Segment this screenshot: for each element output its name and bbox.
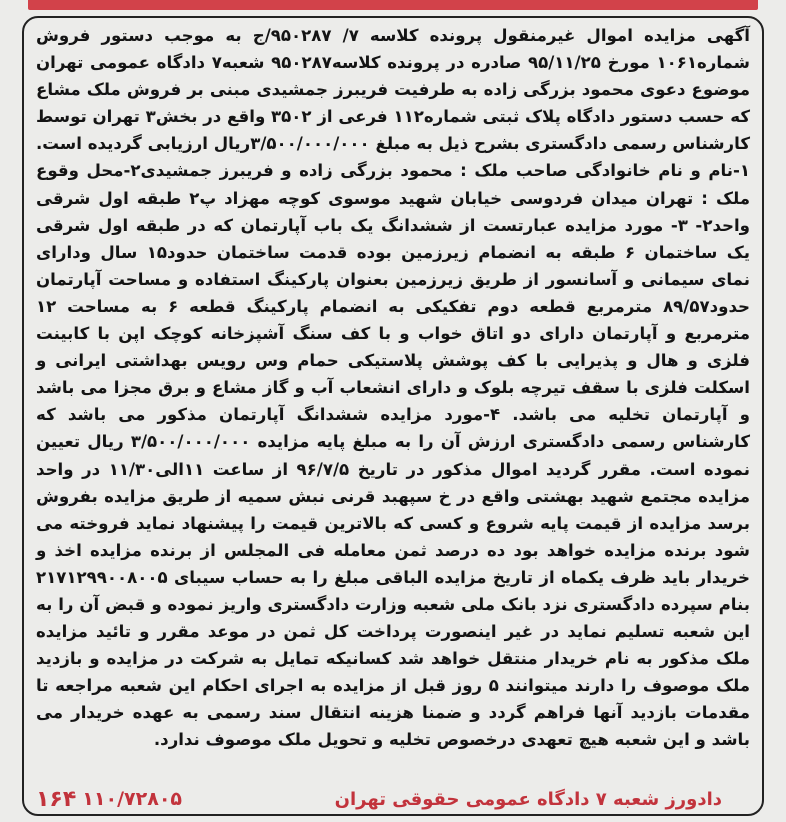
reference-number: ۱۱۰/۷۲۸۰۵ (82, 788, 183, 810)
reference-block (36, 787, 182, 812)
signature-line: دادورز شعبه ۷ دادگاه عمومی حقوقی تهران (334, 788, 722, 810)
handwritten-id: ۱۶۴ (36, 786, 77, 812)
header-color-band (28, 0, 758, 10)
notice-body: آگهی مزایده اموال غیرمنقول پرونده کلاسه ۷/ ۹۵۰۲۸۷/ج به موجب دستور فروش شماره۱۰۶۱ مورخ ۹۵/۱۱/۲۵ صادره در پرونده کلاسه۹۵۰۲۸۷ شعبه۷ دادگاه عمومی تهران موضوع دعوی محمود بزرگی زاده به طرفیت فریبرز جمشیدی مبنی بر فروش ملک مشاع که حسب دستور دادگاه پلاک ثبتی شماره۱۱۲ فرعی از ۳۵۰۲ واقع در بخش۳ تهران توسط کارشناس رسمی دادگستری بشرح ذیل به مبلغ ۳/۵۰۰/۰۰۰/۰۰۰ریال ارزیابی گردیده است. ۱-نام و نام خانوادگی صاحب ملک : محمود بزرگی زاده و فریبرز جمشیدی۲-محل وقوع ملک : تهران میدان فردوسی خیابان شهید موسوی کوچه مهزاد پ۲ طبقه اول شرقی واحد۲- ۳- مورد مزایده عبارتست از ششدانگ یک باب آپارتمان که در طبقه اول شرقی یک ساختمان ۶ طبقه به انضمام زیرزمین بوده قدمت ساختمان حدود۱۵ سال ودارای نمای سیمانی و آسانسور از طریق زیرزمین بعنوان پارکینگ استفاده و مساحت آپارتمان حدود۸۹/۵۷ مترمربع قطعه دوم تفکیکی به انضمام پارکینگ قطعه ۶ به مساحت ۱۲ مترمربع و آپارتمان دارای دو اتاق خواب و با کف سنگ آشپزخانه کوچک اپن با کابینت فلزی و هال و پذیرایی با کف پوشش پلاستیکی حمام وس رویس بهداشتی ایرانی و اسکلت فلزی با سقف تیرچه بلوک و دارای انشعاب آب و گاز مشاع و برق مجزا می باشد و آپارتمان تخلیه می باشد. ۴-مورد مزایده ششدانگ آپارتمان مذکور می باشد که کارشناس رسمی دادگستری ارزش آن را به مبلغ پایه مزایده ۳/۵۰۰/۰۰۰/۰۰۰ ریال تعیین نموده است. مقرر گردید اموال مذکور در تاریخ ۹۶/۷/۵ از ساعت ۱۱الی۱۱/۳۰ در واحد مزایده مجتمع شهید بهشتی واقع در خ سپهبد قرنی نبش سمیه از طریق مزایده بفروش برسد مزایده از قیمت پایه شروع و کسی که بالاترین قیمت را پیشنهاد نماید فروخته می شود برنده مزایده خواهد بود ده درصد ثمن معامله فی المجلس از برنده مزایده اخذ و خریدار باید ظرف یکماه از تاریخ مزایده الباقی مبلغ را به حساب سیبای ۲۱۷۱۲۹۹۰۰۸۰۰۵ بنام سپرده دادگستری نزد بانک ملی شعبه وزارت دادگستری واریز نموده و قبض آن را به این شعبه تسلیم نماید در غیر اینصورت پرداخت کل ثمن در موعد مقرر و تائید مزایده ملک مذکور به نام خریدار منتقل خواهد شد کسانیکه تمایل به شرکت در مزایده و بازدید ملک موصوف را دارند میتوانند ۵ روز قبل از مزایده به اجرای احکام این شعبه مراجعه تا مقدمات بازدید آنها فراهم گردد و ضمنا هزینه انتقال سند رسمی به عهده خریدار می باشد و این شعبه هیچ تعهدی درخصوص تخلیه و تحویل ملک موصوف ندارد. (36, 26, 751, 750)
auction-notice-text (36, 22, 750, 754)
notice-footer (36, 782, 750, 816)
